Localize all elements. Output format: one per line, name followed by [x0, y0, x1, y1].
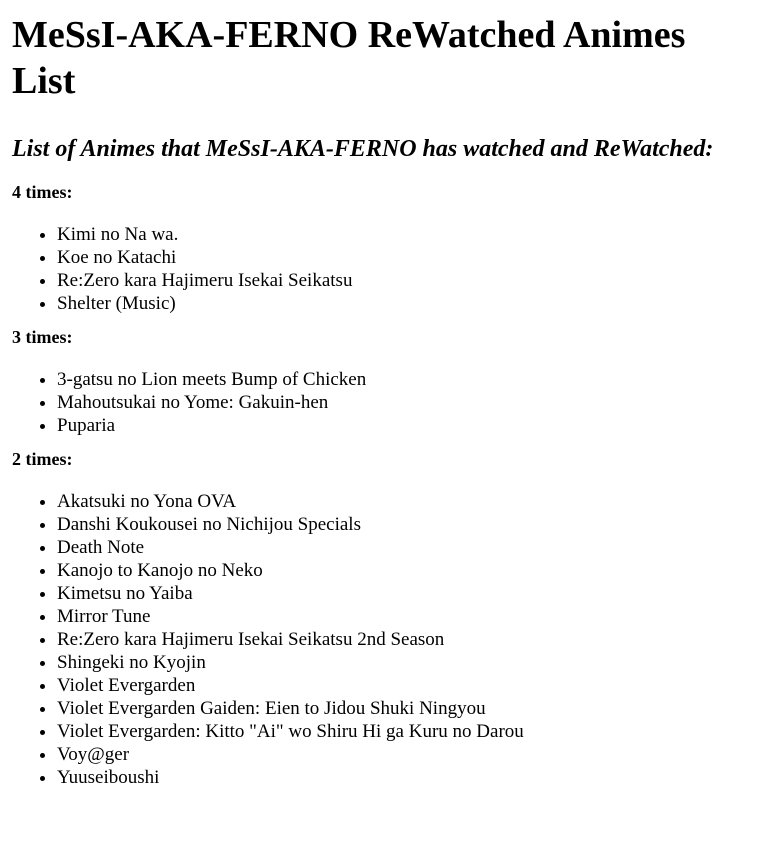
- group-heading: 4 times:: [12, 182, 73, 202]
- list-item: • Re:Zero kara Hajimeru Isekai Seikatsu 2nd Season: [57, 628, 753, 651]
- rewatch-group-3-times: [12, 327, 753, 437]
- list-item: • Violet Evergarden Gaiden: Eien to Jidou Shuki Ningyou: [57, 697, 753, 720]
- list-item: • 3-gatsu no Lion meets Bump of Chicken: [57, 368, 753, 391]
- list-item: • Voy@ger: [57, 743, 753, 766]
- list-item: • Violet Evergarden: [57, 674, 753, 697]
- anime-list: [12, 368, 753, 437]
- list-item: • Kimetsu no Yaiba: [57, 582, 753, 605]
- group-heading: 2 times:: [12, 449, 73, 469]
- list-item: • Re:Zero kara Hajimeru Isekai Seikatsu: [57, 269, 753, 292]
- list-item: • Akatsuki no Yona OVA: [57, 490, 753, 513]
- list-item: • Kimi no Na wa.: [57, 223, 753, 246]
- list-item: • Death Note: [57, 536, 753, 559]
- list-item: • Mirror Tune: [57, 605, 753, 628]
- list-item: • Koe no Katachi: [57, 246, 753, 269]
- page-title: MeSsI-AKA-FERNO ReWatched Animes List: [12, 14, 686, 102]
- page-subtitle: List of Animes that MeSsI-AKA-FERNO has watched and ReWatched:: [12, 136, 714, 162]
- anime-list: [12, 490, 753, 789]
- rewatch-group-4-times: [12, 182, 753, 315]
- list-item: • Shingeki no Kyojin: [57, 651, 753, 674]
- list-item: • Yuuseiboushi: [57, 766, 753, 789]
- list-item: • Kanojo to Kanojo no Neko: [57, 559, 753, 582]
- group-heading: 3 times:: [12, 327, 73, 347]
- page-content: [0, 12, 765, 789]
- anime-list: [12, 223, 753, 315]
- list-item: • Puparia: [57, 414, 753, 437]
- rewatch-group-2-times: [12, 449, 753, 789]
- list-item: • Shelter (Music): [57, 292, 753, 315]
- list-item: • Danshi Koukousei no Nichijou Specials: [57, 513, 753, 536]
- list-item: • Violet Evergarden: Kitto "Ai" wo Shiru Hi ga Kuru no Darou: [57, 720, 753, 743]
- list-item: • Mahoutsukai no Yome: Gakuin-hen: [57, 391, 753, 414]
